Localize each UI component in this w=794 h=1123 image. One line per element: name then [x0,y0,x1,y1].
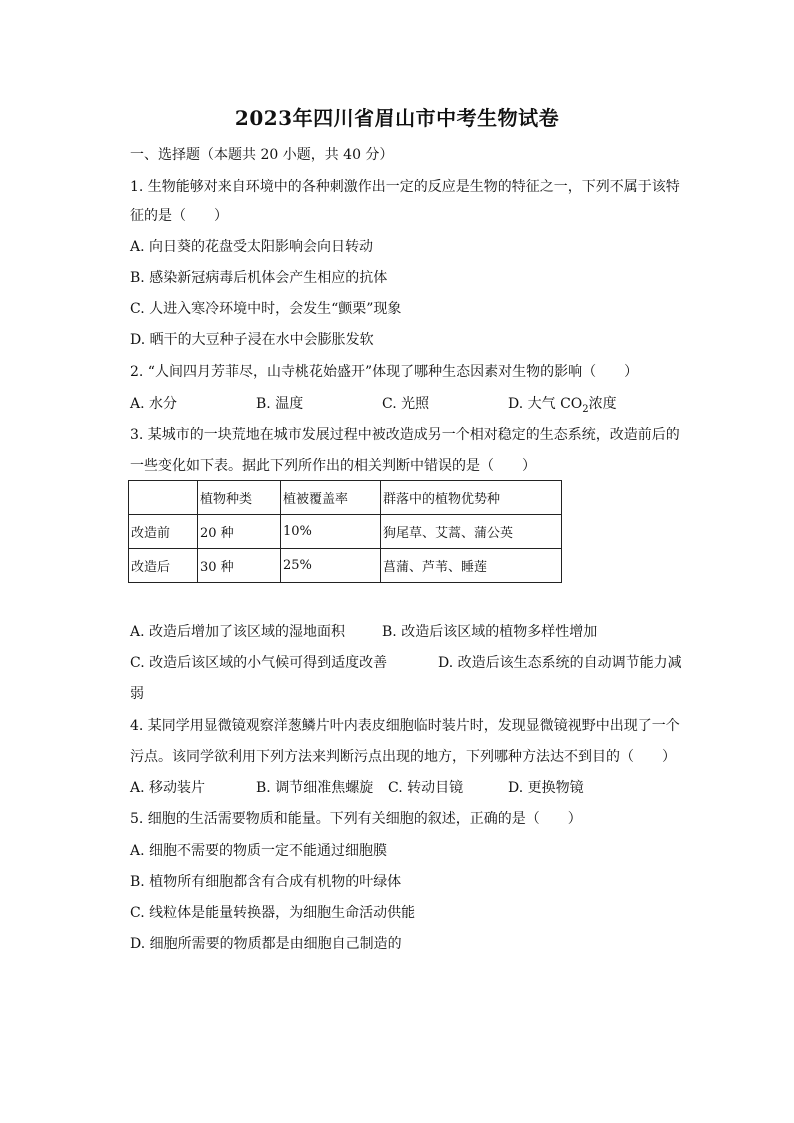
q3-option-d: D. 改造后该生态系统的自动调节能力减 [438,655,682,671]
q2-option-d [508,394,617,420]
table-header-cell: 植物种类 [198,481,281,515]
q2-option-d-suffix: 浓度 [588,396,617,412]
q4-stem-line2: 污点。该同学欲利用下列方法来判断污点出现的地方，下列哪种方法达不到目的（ ） [130,749,676,765]
table-cell: 菖蒲、芦苇、睡莲 [381,549,562,583]
q4-stem-line1: 4. 某同学用显微镜观察洋葱鳞片叶内表皮细胞临时装片时，发现显微镜视野中出现了一个 [130,718,680,734]
table-row [129,515,562,549]
table-cell: 20 种 [198,515,281,549]
q5-option-b: B. 植物所有细胞都含有合成有机物的叶绿体 [130,874,402,890]
table-cell: 25% [281,549,381,583]
q1-option-a: A. 向日葵的花盘受太阳影响会向日转动 [130,239,374,255]
q1-stem-line1: 1. 生物能够对来自环境中的各种刺激作出一定的反应是生物的特征之一，下列不属于该特 [130,179,680,195]
q5-option-a: A. 细胞不需要的物质一定不能通过细胞膜 [130,843,388,859]
table-header-cell: 群落中的植物优势种 [381,481,562,515]
q2-option-b: B. 温度 [256,396,304,412]
q1-stem-line2: 征的是（ ） [130,208,228,224]
q5-option-c: C. 线粒体是能量转换器，为细胞生命活动供能 [130,905,416,921]
q3-option-d-continued: 弱 [130,686,144,702]
q3-data-table [128,480,562,583]
table-cell: 30 种 [198,549,281,583]
q3-option-c: C. 改造后该区域的小气候可得到适度改善 [130,655,388,671]
q3-option-b: B. 改造后该区域的植物多样性增加 [382,624,598,640]
q1-option-b: B. 感染新冠病毒后机体会产生相应的抗体 [130,270,388,286]
q2-option-a: A. 水分 [130,396,178,412]
q3-option-a: A. 改造后增加了该区域的湿地面积 [130,624,346,640]
page-title: 2023年四川省眉山市中考生物试卷 [234,106,560,130]
table-cell: 狗尾草、艾蒿、蒲公英 [381,515,562,549]
table-header-cell: 植被覆盖率 [281,481,381,515]
table-header-row [129,481,562,515]
table-cell: 10% [281,515,381,549]
table-cell: 改造后 [129,549,198,583]
q2-option-d-subscript: 2 [582,403,589,415]
q2-option-c: C. 光照 [382,396,430,412]
q3-stem-line2: 一些变化如下表。据此下列所作出的相关判断中错误的是（ ） [130,458,536,474]
q4-option-d: D. 更换物镜 [508,780,584,796]
q3-stem-line1: 3. 某城市的一块荒地在城市发展过程中被改造成另一个相对稳定的生态系统，改造前后的 [130,427,680,443]
q5-option-d: D. 细胞所需要的物质都是由细胞自己制造的 [130,936,402,952]
q1-option-c: C. 人进入寒冷环境中时，会发生“颤栗”现象 [130,301,402,317]
q4-option-b: B. 调节细准焦螺旋 [256,780,374,796]
table-row [129,549,562,583]
table-header-cell [129,481,198,515]
table-cell: 改造前 [129,515,198,549]
section-heading: 一、选择题（本题共 20 小题，共 40 分） [130,147,394,163]
q4-option-c: C. 转动目镜 [388,780,464,796]
q2-stem: 2. “人间四月芳菲尽，山寺桃花始盛开”体现了哪种生态因素对生物的影响（ ） [130,364,639,380]
q2-option-d-prefix: D. 大气 CO [508,396,583,412]
q4-option-a: A. 移动装片 [130,780,206,796]
q5-stem: 5. 细胞的生活需要物质和能量。下列有关细胞的叙述，正确的是（ ） [130,811,582,827]
q1-option-d: D. 晒干的大豆种子浸在水中会膨胀发软 [130,332,374,348]
